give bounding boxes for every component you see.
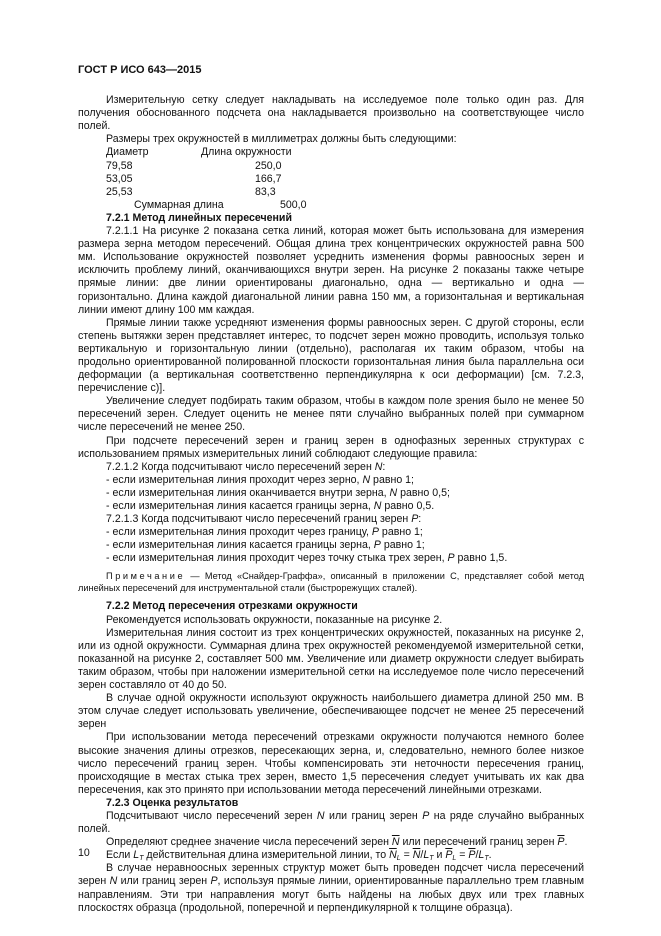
formula-paragraph: Если $L_T$ действительная длина измерительной линии, то $\overline{N}_L = \overline{N}/L_T$ и $\overline{P}_L = \overline{P}/L_T$. <box>106 849 492 863</box>
list-item: - если измерительная линия касается границы зерна, N равно 0,5. <box>106 500 435 512</box>
list-item: - если измерительная линия проходит через зерно, N равно 1; <box>106 473 414 486</box>
variable-p: P <box>411 513 419 526</box>
section-heading-7-2-2: 7.2.2 Метод пересечения отрезками окружности <box>106 600 358 613</box>
total-value: 500,0 <box>280 198 307 211</box>
rule-heading-7-2-1-3: 7.2.1.3 Когда подсчитывают число пересечений границ зерен P: <box>106 513 422 526</box>
table-row <box>106 173 584 186</box>
note <box>78 570 584 594</box>
document-header: ГОСТ Р ИСО 643—2015 <box>78 64 202 76</box>
paragraph: Определяют среднее значение числа пересечений зерен $\overline{N}$ или пересечений границ зерен $\overline{P}$. <box>106 836 568 849</box>
column-header: Диаметр <box>106 146 149 159</box>
section-heading-7-2-1: 7.2.1 Метод линейных пересечений <box>106 211 292 224</box>
list-item: - если измерительная линия касается границы зерна, P равно 1; <box>106 539 425 552</box>
table-cell: 79,58 <box>106 159 133 172</box>
table-row <box>106 160 584 173</box>
paragraph: При использовании метода пересечений отрезками окружности получаются немного более высокие значения длины отрезков, пересекающих зерна, и, следовательно, немного более низкое число пересечений границ зерен. Чтобы компенсировать эти неточности пересечения границ, происходящие в местах стыка трех зерен, вместо 1,5 пересечения следует учитывать их как два пересечения, как это принято при использовании метода пересечений линейными отрезками. <box>78 731 584 796</box>
section-heading-7-2-3: 7.2.3 Оценка результатов <box>106 796 239 809</box>
document-page <box>78 64 584 915</box>
table-cell: 53,05 <box>106 172 133 185</box>
total-label: Суммарная длина <box>134 198 224 211</box>
table-cell: 83,3 <box>255 185 276 198</box>
rule-title: 7.2.1.3 Когда подсчитывают число пересечений границ зерен <box>106 513 409 526</box>
list-item: - если измерительная линия проходит через точку стыка трех зерен, P равно 1,5. <box>106 552 508 565</box>
table-total-row <box>106 199 584 212</box>
circle-size-table <box>78 146 584 211</box>
table-header-row <box>106 146 584 159</box>
list-item: - если измерительная линия оканчивается внутри зерна, N равно 0,5; <box>106 486 450 499</box>
page-number: 10 <box>78 847 90 859</box>
paragraph: Прямые линии также усредняют изменения формы равноосных зерен. С другой стороны, если степень вытяжки зерен представляет интерес, то подсчет зерен можно проводить, используя только вертикальную и горизонтальную линии (отдельно), располагая их таким образом, чтобы на продольно ориентированной полированной плоскости горизонтальная линия была параллельна оси деформации (а вертикальная соответственно перпендикулярна к оси деформации) [см. 7.2.3, перечисление с)]. <box>78 316 584 395</box>
list-item: - если измерительная линия проходит через границу, P равно 1; <box>106 526 423 539</box>
paragraph: В случае одной окружности используют окружность наибольшего диаметра длиной 250 мм. В этом случае следует использовать увеличение, обеспечивающее подсчет не менее 25 пересечений зерен <box>78 692 584 731</box>
table-cell: 166,7 <box>255 172 282 185</box>
table-row <box>106 186 584 199</box>
note-label: Примечание <box>106 571 186 582</box>
variable-n: N <box>374 460 383 473</box>
paragraph: Размеры трех окружностей в миллиметрах должны быть следующими: <box>106 133 457 146</box>
paragraph: Измерительную сетку следует накладывать на исследуемое поле только один раз. Для получения обоснованного подсчета она накладывается произвольно на соответствующее число полей. <box>78 94 584 133</box>
rule-heading-7-2-1-2: 7.2.1.2 Когда подсчитывают число пересечений зерен N: <box>106 460 386 473</box>
paragraph: При подсчете пересечений зерен и границ зерен в однофазных зеренных структурах с использованием прямых измерительных линий соблюдают следующие правила: <box>78 434 584 460</box>
paragraph: Подсчитывают число пересечений зерен N или границ зерен P на ряде случайно выбранных полей. <box>78 809 584 836</box>
rule-title: 7.2.1.2 Когда подсчитывают число пересечений зерен <box>106 460 372 473</box>
paragraph: В случае неравноосных зеренных структур может быть проведен подсчет числа пересечений зерен N или границ зерен P, используя прямые линии, ориентированные параллельно трем главным направлениям. Эти три направления могут быть найдены на любых двух или трех главных плоскостях образца (продольной, поперечной и перпендикулярной к толщине образца). <box>78 862 584 914</box>
note-text: — Метод «Снайдер-Граффа», описанный в приложении С, представляет собой метод линейных пересечений для инструментальной стали (быстрорежущих сталей). <box>78 571 584 594</box>
paragraph: Рекомендуется использовать окружности, показанные на рисунке 2. <box>106 613 443 626</box>
column-header: Длина окружности <box>201 146 292 159</box>
paragraph: Измерительная линия состоит из трех концентрических окружностей, показанных на рисунке 2, или из одной окружности. Суммарная длина трех окружностей рекомендуемой измерительной сетки, показанной на рисунке 2, составляет 500 мм. Увеличение или диаметр окружности следует выбирать таким образом, чтобы при наложении измерительной сетки на исследуемое поле число пересечений зерен составляло от 40 до 50. <box>78 626 584 692</box>
table-cell: 25,53 <box>106 185 133 198</box>
paragraph: Увеличение следует подбирать таким образом, чтобы в каждом поле зрения было не менее 50 пересечений зерен. Следует оценить не менее пяти случайно выбранных полей при суммарном числе пересечений не менее 250. <box>78 395 584 434</box>
paragraph: 7.2.1.1 На рисунке 2 показана сетка линий, которая может быть использована для измерения размера зерна методом пересечений. Общая длина трех концентрических окружностей равна 500 мм. Использование окружностей позволяет усреднить изменения формы равноосных зерен и исключить проблему линий, оканчивающихся внутри зерен. На рисунке 2 показаны также четыре прямые линии: две линии ориентированы диагонально, одна — вертикально и одна — горизонтально. Длина каждой диагональной линии равна 150 мм, а горизонтальная и вертикальная линии имеют длину 100 мм каждая. <box>78 225 584 316</box>
table-cell: 250,0 <box>255 159 282 172</box>
